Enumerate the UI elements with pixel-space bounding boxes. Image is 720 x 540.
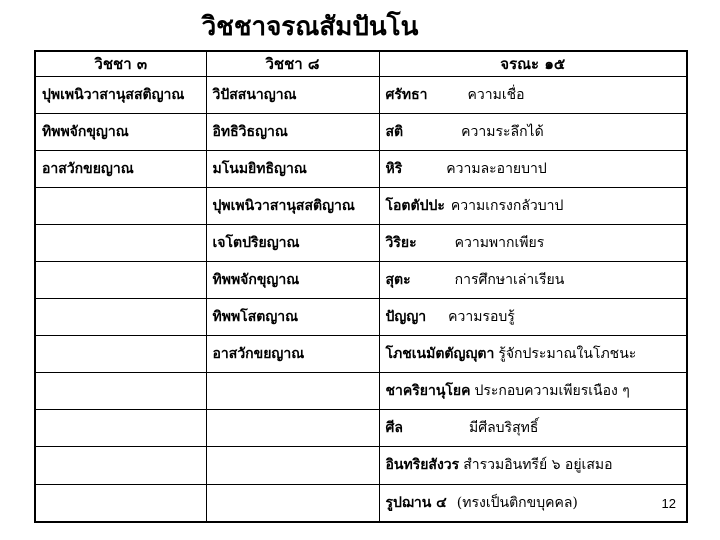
vijja-3-cell bbox=[35, 410, 206, 447]
vijja-8-cell bbox=[206, 373, 379, 410]
vijja-3-cell: อาสวักขยญาณ bbox=[35, 151, 206, 188]
carana-term: สุตะ bbox=[385, 272, 411, 289]
carana-meaning: ความละอายบาป bbox=[446, 161, 547, 178]
carana-meaning: ความเกรงกลัวบาป bbox=[450, 198, 564, 215]
carana-term: รูปฌาน ๔ bbox=[385, 494, 447, 511]
carana-term: ศรัทธา bbox=[385, 87, 428, 104]
vijja-8-cell: ปุพเพนิวาสานุสสติญาณ bbox=[206, 188, 379, 225]
carana-cell bbox=[379, 77, 687, 114]
table-row bbox=[35, 410, 687, 447]
header-vijja-8: วิชชา ๘ bbox=[206, 51, 379, 77]
vijja-8-cell: ทิพพโสตญาณ bbox=[206, 299, 379, 336]
table-header-row bbox=[35, 51, 687, 77]
carana-meaning: การศึกษาเล่าเรียน bbox=[454, 272, 565, 289]
vijja-8-cell bbox=[206, 447, 379, 484]
table-row bbox=[35, 188, 687, 225]
table-row bbox=[35, 484, 687, 522]
carana-cell bbox=[379, 410, 687, 447]
vijja-3-cell bbox=[35, 484, 206, 522]
carana-term: วิริยะ bbox=[385, 235, 417, 252]
carana-term: หิริ bbox=[385, 161, 403, 178]
vijja-8-cell: มโนมยิทธิญาณ bbox=[206, 151, 379, 188]
carana-meaning: สำรวมอินทรีย์ ๖ อยู่เสมอ bbox=[463, 457, 613, 474]
vijja-3-cell bbox=[35, 262, 206, 299]
vijja-3-cell bbox=[35, 188, 206, 225]
carana-cell bbox=[379, 299, 687, 336]
carana-term: โอตตัปปะ bbox=[385, 198, 445, 215]
carana-meaning: (ทรงเป็นติกขบุคคล) bbox=[456, 494, 578, 511]
page-title: วิชชาจรณสัมปันโน bbox=[201, 12, 419, 42]
table-row bbox=[35, 447, 687, 484]
carana-term: ชาคริยานุโยค bbox=[385, 383, 471, 400]
carana-cell bbox=[379, 114, 687, 151]
vijja-8-cell: วิปัสสนาญาณ bbox=[206, 77, 379, 114]
vijja-3-cell bbox=[35, 225, 206, 262]
carana-cell bbox=[379, 336, 687, 373]
vijja-3-cell bbox=[35, 336, 206, 373]
page-number: 12 bbox=[661, 496, 676, 511]
carana-cell bbox=[379, 447, 687, 484]
carana-meaning: ความรอบรู้ bbox=[448, 309, 515, 326]
carana-term: ศีล bbox=[385, 420, 403, 437]
table-row bbox=[35, 114, 687, 151]
header-carana-15: จรณะ ๑๕ bbox=[379, 51, 687, 77]
header-vijja-3: วิชชา ๓ bbox=[35, 51, 206, 77]
carana-cell bbox=[379, 262, 687, 299]
carana-meaning: ความระลึกได้ bbox=[461, 124, 544, 141]
carana-cell bbox=[379, 484, 687, 522]
table-row bbox=[35, 373, 687, 410]
table-row bbox=[35, 336, 687, 373]
vijja-carana-table bbox=[34, 50, 688, 523]
carana-cell bbox=[379, 373, 687, 410]
vijja-8-cell: ทิพพจักขุญาณ bbox=[206, 262, 379, 299]
table-row bbox=[35, 262, 687, 299]
vijja-8-cell: อาสวักขยญาณ bbox=[206, 336, 379, 373]
vijja-3-cell: ทิพพจักขุญาณ bbox=[35, 114, 206, 151]
carana-term: อินทริยสังวร bbox=[385, 457, 460, 474]
carana-meaning: ประกอบความเพียรเนือง ๆ bbox=[474, 383, 630, 400]
table-row bbox=[35, 225, 687, 262]
table-row bbox=[35, 77, 687, 114]
carana-cell bbox=[379, 225, 687, 262]
table-row bbox=[35, 151, 687, 188]
carana-term: สติ bbox=[385, 124, 404, 141]
carana-meaning: ความเชื่อ bbox=[467, 87, 525, 104]
vijja-8-cell bbox=[206, 410, 379, 447]
carana-cell bbox=[379, 151, 687, 188]
carana-meaning: ความพากเพียร bbox=[454, 235, 545, 252]
vijja-3-cell bbox=[35, 299, 206, 336]
vijja-8-cell bbox=[206, 484, 379, 522]
vijja-3-cell bbox=[35, 447, 206, 484]
vijja-3-cell: ปุพเพนิวาสานุสสติญาณ bbox=[35, 77, 206, 114]
carana-term: โภชเนมัตตัญญุตา bbox=[385, 346, 495, 363]
vijja-8-cell: เจโตปริยญาณ bbox=[206, 225, 379, 262]
table-row bbox=[35, 299, 687, 336]
carana-term: ปัญญา bbox=[385, 309, 427, 326]
carana-cell bbox=[379, 188, 687, 225]
vijja-8-cell: อิทธิวิธญาณ bbox=[206, 114, 379, 151]
vijja-3-cell bbox=[35, 373, 206, 410]
carana-meaning: มีศีลบริสุทธิ์ bbox=[468, 420, 539, 437]
carana-meaning: รู้จักประมาณในโภชนะ bbox=[498, 346, 637, 363]
